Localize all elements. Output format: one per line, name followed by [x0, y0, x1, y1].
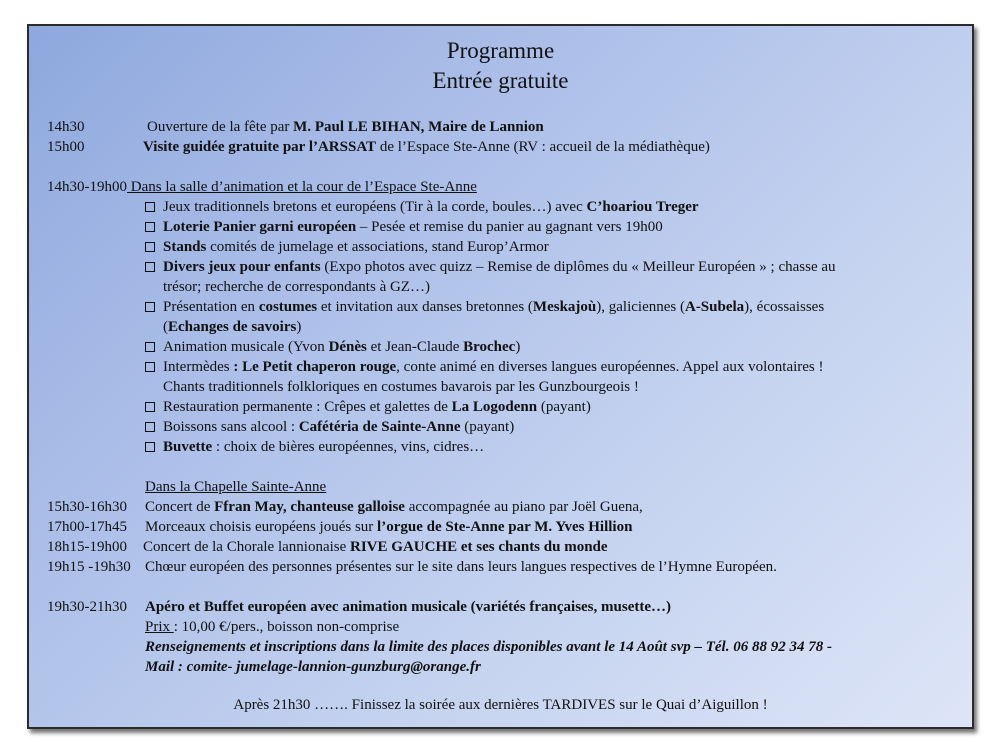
visit-text: Visite guidée gratuite par l’ARSSAT de l’Espace Ste-Anne (RV : accueil de la médiathèque)	[143, 139, 710, 155]
checkbox-icon	[145, 342, 155, 352]
buffet-time: 19h30-21h30	[47, 599, 127, 615]
checkbox-icon	[145, 402, 155, 412]
buffet-info: Renseignements et inscriptions dans la limite des places disponibles avant le 14 Août svp – Tél. 06 88 92 34 78 -	[145, 639, 832, 655]
opening-text: Ouverture de la fête par M. Paul LE BIHAN, Maire de Lannion	[147, 119, 544, 135]
list-item: Présentation en costumes et invitation aux danses bretonnes (Meskajoù), galiciennes (A-Subela), écossaisses	[145, 298, 824, 316]
list-item: Jeux traditionnels bretons et européens (Tir à la corde, boules…) avec C’hoariou Treger	[145, 198, 699, 216]
page-title: Programme	[446, 38, 555, 63]
footer-note: Après 21h30 ……. Finissez la soirée aux dernières TARDIVES sur le Quai d’Aiguillon !	[233, 697, 768, 713]
checkbox-icon	[145, 302, 155, 312]
schedule-text: Concert de la Chorale lannionaise RIVE GAUCHE et ses chants du monde	[143, 539, 608, 555]
buffet-price: Prix : 10,00 €/pers., boisson non-comprise	[145, 619, 400, 635]
checkbox-icon	[145, 422, 155, 432]
list-item: Restauration permanente : Crêpes et galettes de La Logodenn (payant)	[145, 398, 591, 416]
list-item: Divers jeux pour enfants (Expo photos avec quizz – Remise de diplômes du « Meilleur Européen » ; chasse au	[145, 258, 836, 276]
list-item: Stands comités de jumelage et associations, stand Europ’Armor	[145, 238, 549, 256]
list-item: Buvette : choix de bières européennes, vins, cidres…	[145, 438, 484, 456]
schedule-time: 19h15 -19h30	[47, 559, 131, 575]
salle-heading-row: 14h30-19h00 Dans la salle d’animation et la cour de l’Espace Ste-Anne	[47, 179, 477, 195]
checkbox-icon	[145, 442, 155, 452]
checkbox-icon	[145, 362, 155, 372]
list-item: Boissons sans alcool : Cafétéria de Sainte-Anne (payant)	[145, 418, 514, 436]
schedule-time: 18h15-19h00	[47, 539, 127, 555]
schedule-text: Chœur européen des personnes présentes sur le site dans leurs langues respectives de l’Hymne Européen.	[145, 559, 777, 575]
buffet-title: Apéro et Buffet européen avec animation musicale (variétés françaises, musette…)	[145, 599, 671, 615]
contact-email: Mail : comite- jumelage-lannion-gunzburg@orange.fr	[145, 659, 481, 675]
schedule-time: 15h30-16h30	[47, 499, 127, 515]
schedule-time: 17h00-17h45	[47, 519, 127, 535]
page-subtitle: Entrée gratuite	[432, 68, 569, 93]
visit-time: 15h00	[47, 139, 85, 155]
checkbox-icon	[145, 202, 155, 212]
list-item-continuation: (Echanges de savoirs)	[163, 319, 302, 335]
programme-slide	[27, 24, 974, 729]
list-item-continuation: Chants traditionnels folkloriques en costumes bavarois par les Gunzbourgeois !	[163, 379, 639, 395]
list-item: Intermèdes : Le Petit chaperon rouge, conte animé en diverses langues européennes. Appel aux volontaires !	[145, 358, 824, 376]
schedule-text: Morceaux choisis européens joués sur l’orgue de Ste-Anne par M. Yves Hillion	[145, 519, 633, 535]
checkbox-icon	[145, 242, 155, 252]
opening-time: 14h30	[47, 119, 85, 135]
list-item: Loterie Panier garni européen – Pesée et remise du panier au gagnant vers 19h00	[145, 218, 663, 236]
chapelle-heading: Dans la Chapelle Sainte-Anne	[145, 479, 327, 495]
checkbox-icon	[145, 222, 155, 232]
checkbox-icon	[145, 262, 155, 272]
list-item-continuation: trésor; recherche de correspondants à GZ…)	[163, 279, 430, 295]
list-item: Animation musicale (Yvon Dénès et Jean-Claude Brochec)	[145, 338, 520, 356]
schedule-text: Concert de Ffran May, chanteuse galloise accompagnée au piano par Joël Guena,	[145, 499, 643, 515]
